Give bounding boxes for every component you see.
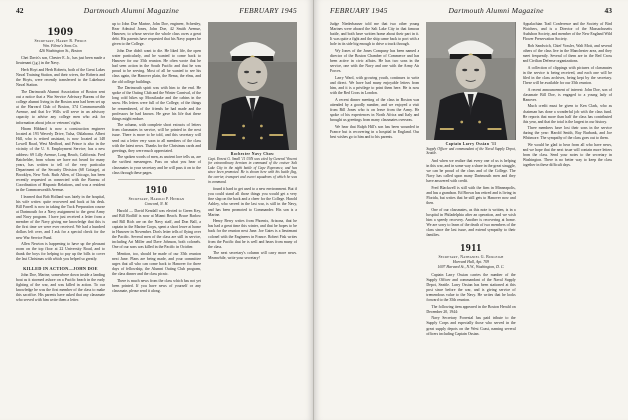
- right-column-3: [523, 22, 612, 412]
- right-column-2: [426, 22, 515, 412]
- left-column-3: [208, 22, 297, 412]
- secretary-name: Secretary, Nathaniel G. Burleigh: [438, 255, 504, 260]
- paragraph: Henry Berry writes from Phoenix, Arizona, that he has had a great time this winter, and that he hopes to be back for the reunion next June. Joe Gates is a lieutenant colonel with the Engineers in France. Robert Fisk writes from the Pacific that he is well and hears from many of the class.: [208, 219, 297, 249]
- right-page: [314, 0, 628, 420]
- paragraph: A recent announcement of interest: John Doe, son of classmate Bill Doe, is engaged to a young lady of Hanover.: [522, 87, 612, 102]
- secretary-info: [16, 39, 105, 53]
- paragraph: The spoken words of men, as ancient lore tells us, are the swiftest messengers. Pass on what you hear of classmates to your secretary and he will pass it on to the class through these pages.: [112, 155, 201, 175]
- right-column-1: [330, 22, 419, 412]
- paragraph: Larry Ward, with growing youth, continues to write and direct. We have had many enjoyable letters from him, and it is a privilege to print them here. He is now with the Red Cross in London.: [330, 75, 420, 96]
- paragraph: up to John Doe Marine, John Doe, engineer, Schenley, Rear Admiral Jones, John Doe, 42 Smith Avenue, Hanover, to whose service the whole class owes a great debt. His parents have requested that his Navy papers be given to the College.: [112, 22, 201, 47]
- paragraph: And when we realize that every one of us is helping in this war, and in some way a share in the great struggle, we can be proud of the class and of the College. The Navy has called upon many Dartmouth men and they have answered with credit.: [426, 158, 516, 184]
- paragraph: John Doe, Marine, somewhere down inside a landing boat as it stormed ashore on a Pacific beach in the early fighting of the war, and was killed in action. To our knowledge he was the first member of the class to make this sacrifice. His parents have asked that any classmate who served with him write them a letter.: [16, 272, 105, 303]
- left-column-1: [16, 22, 105, 412]
- paragraph: I learned that Bob Holland was lately in the hospital, his wife writes: quite recovered and back at his desk. Bill Farrell is now in taking the Tuck Preparation course at Dartmouth for a Navy assignment to the great Army and Navy program. I have just received a letter from a member of the Navy giving me knowledge that this is the first time we were ever received. We had a hundred dollars left over, and I ask for a special check for the new War Service Fund.: [16, 194, 105, 240]
- officer-portrait-photo: [426, 22, 515, 140]
- paragraph: Wy Jones of the Jones Company has been named a director of the Boston Chamber of Commerce and has been active in civic affairs. He has two sons in the service, one with the Navy and one with the Army Air Forces.: [330, 48, 420, 74]
- paragraph: One of our classmates, as this note is written, is in a hospital in Philadelphia after an operation, and we wish him a speedy recovery. Another is recovering at home. We are sorry to learn of the death of two members of the class since the last issue, and extend sympathy to their families.: [426, 207, 516, 238]
- secretary-info: [426, 255, 515, 269]
- paragraph: A collection of clippings with pictures of classmates in the service is being received, and each one will be filed in the class archives, being kept by the secretary. These will be available for our 35th reunion.: [522, 65, 612, 86]
- secretary-address: 426 Washington St., Boston: [39, 48, 82, 53]
- paragraph: Chet Davis's son, Chester E. Jr., has just been made a lieutenant (j.g.) in the Navy.: [16, 56, 105, 66]
- page-number: 43: [604, 6, 612, 15]
- paragraph: Fred Blackwell is still with the firm in Minneapolis, and has a grandson. Ed Brown has retired and is living in Florida, but writes that he still gets to Hanover now and then.: [426, 185, 516, 206]
- magazine-title: Dartmouth Alumni Magazine: [448, 6, 544, 15]
- secretary-address: Wm. Filene's Sons Co.: [42, 43, 79, 48]
- subhead: KILLED IN ACTION—JOHN DOE: [23, 265, 98, 271]
- secretary-address: Harvard Hall, Apt. 709: [452, 259, 490, 264]
- magazine-title: Dartmouth Alumni Magazine: [83, 6, 180, 15]
- left-running-head: [16, 6, 297, 18]
- paragraph: Herb Hoyt and Herb Roberts, both of the Great Lakes Naval Training Station, and their wives, the Roberts and the Hoyts, were recently transferred to the Lakehurst Naval Station.: [16, 68, 105, 88]
- paragraph: A recent dinner meeting of the class in Boston was attended by a goodly number, and we enjoyed a visit from Bill Jones who is on leave from the Army. He spoke of his experiences in North Africa and Italy and brought us greetings from many classmates overseas.: [330, 97, 420, 123]
- divider: [118, 179, 195, 180]
- secretary-address: 1697 Harvard St., N.W., Washington, D. C.: [437, 264, 505, 269]
- paragraph: Three members have lost their sons in the service during the year: Harold Smith, Ray Burbank, and Joe Whitmore. The sympathy of the class goes out to them.: [522, 126, 612, 141]
- left-column-2: [112, 22, 201, 412]
- page-number: 42: [16, 6, 24, 15]
- paragraph: Much credit must be given to Ken Clark, who as chairman has done a wonderful job with the class fund. He reports that more than half the class has contributed this year, and that the total is the largest in our history.: [522, 104, 612, 124]
- photo-caption: [208, 152, 297, 184]
- paragraph: Judge Niederhauser told me that two other young Marines were aboard the Salt Lake City in that famous battle, and both have written home about their part in it. It was quite a fight and the ship came back to port with a hole in its side big enough to drive a truck through.: [330, 22, 420, 47]
- left-columns: [16, 22, 297, 412]
- paragraph: There is much news from the class which has not yet been printed. If you have news of yourself or any classmate, please send it along.: [112, 278, 201, 293]
- caption-title: Captain Larry Ossian '11: [445, 142, 497, 146]
- secretary-name: Secretary, Harold P. Hinman: [128, 196, 185, 201]
- issue-date: FEBRUARY 1945: [239, 6, 297, 15]
- class-year-heading: 1909: [47, 24, 74, 38]
- paragraph: Harold — David Kendall was elected to Green Key, and Bill Rodliff is now at Miami Beach. Bruce Barlow and Bill Rich are on the Navy staff, and Don Ball, a captain in the Marine Corps, spent a short leave at home in Hanover in November. Don's letter tells of flying over the Pacific. Several men of the class are still in service, including Art Miller and Dave Johnson, both colonels. One of our sons was killed in the Pacific in October.: [112, 209, 201, 249]
- secretary-name: Secretary, Harry R. Pierce: [34, 39, 87, 43]
- secretary-info: [112, 197, 201, 207]
- secretary-address: Concord, N. H.: [144, 201, 169, 206]
- paragraph: Captain Larry Ossian carries the number of the Supply Officer and commandant of the Naval Supply Depot, Seattle. Larry Ossian has been stationed at this post since before the war, and is giving service of tremendous value to the Navy. He writes that he looks forward to the 35th reunion.: [426, 272, 516, 303]
- caption-title: Rochester Navy Chow: [230, 152, 275, 156]
- paragraph: The next secretary's column will carry more news. Meanwhile, write your secretary!: [208, 251, 297, 261]
- officer-portrait-image: [426, 22, 515, 140]
- paragraph: The Dartmouth Alumni Association of Boston sent out a notice that a War Service Advisory Bureau of the college alumni living in the Boston area had been set up at the Harvard Club of Boston, 374 Commonwealth Avenue, and that Irv Wills will serve in an advisory capacity to advise any college men who ask for information about jobs or veterans' rights.: [16, 89, 105, 125]
- officer-portrait-photo: [208, 22, 297, 150]
- paragraph: We would be glad to hear from all who have news, and we hope that the next issue will contain more letters from the class. Send your notes to the secretary in Washington. There is no better way to keep the class together in these difficult days.: [522, 143, 612, 168]
- right-columns: [330, 22, 612, 412]
- paragraph: John Doe didn't want to die. He liked life, the open water particularly, and he wanted to come back to Hanover for our 35th reunion. He often wrote that he had seen action in the South Pacific and that he was proud to be serving. Most of all he wanted to see his class again, the Hanover plain, the Bema, the elms, and the old college buildings.: [112, 48, 201, 84]
- paragraph: The following item appeared in the Boston Herald on December 20, 1944:: [426, 304, 516, 314]
- paragraph: Mention, too, should be made of our 35th reunion next June. Plans are being made, and your committee urges that all who can come back to Hanover for three days of fellowship, the Alumni Outing Club program, the class dinner and the class picnic.: [112, 251, 201, 276]
- paragraph: found it hard to get used to a new environment. But if you could stand all those things you would get a very fine slap on the back and a cheer for the College. Harold Ashley, who served in the last war, is still in the Navy, and has been promoted to Commander. His son is a Marine.: [208, 187, 297, 217]
- paragraph: Allen Newton is happening to have up the pleasant room on the top floor at 22 University Road, and to thank the boys for helping to pay up the bills to cover the last Christmas with which you helped so greatly.: [16, 242, 105, 262]
- issue-date: FEBRUARY 1945: [330, 6, 388, 15]
- paragraph: We hear that Ralph Hill's son has been wounded in France but is recovering in a hospital in England. Our best wishes go to him and to his parents.: [330, 124, 420, 139]
- paragraph: Navy Secretary Forrestal has paid tribute to the Supply Corps and especially those who served in the great supply depots on the West Coast, naming several officers including Captain Ossian.: [426, 316, 516, 336]
- class-year-heading: 1911: [460, 243, 482, 255]
- paragraph: Hiram Hibbard is now a construction engineer located at 193 Waverly Drive, Tulsa, Oklahoma. Albert Hill, who is retired assistant, is now located at 148 Lowell Road, West Medford, and Prince is also in the vicinity of the U. S. Employment Service; has a new address: 69 Lilly Avenue, Long Beach, California. Fred Batchelder, from whom we have not heard for many years, has written to tell of the very particular Department of the Security Division (68 Cottage), at Brooklyn, New York. Ruth Allen, of Chicago, has been recently requested as connected with the Bureau of Coordination of Hispanic Relations, and was a resident in the Commonwealth Avenue.: [16, 127, 105, 193]
- paragraph: The Dartmouth spirit was with him to the end. He spoke of the Outing Club and the Winter Carnival, of the long cold hikes up Moosilauke and the cabins in the snow. His letters were full of the College, of the things he remembered, of the friends he had made and the professors he had known. He gave his life that these things might endure.: [112, 86, 201, 121]
- class-year-heading: 1910: [145, 184, 168, 196]
- officer-portrait-image: [208, 22, 297, 150]
- caption-text: Capt. Ernest G. Small '11 USN was cited by General Vincent for extraordinary heroism in command of the cruiser Salt Lake City in the night battle of Cape Esperance, and has since been promoted. He is shown here with his battle flag, the carrier, transport and escort squadrons of which he was in command.: [208, 156, 297, 184]
- photo-caption: [426, 142, 515, 156]
- paragraph: Appalachian Trail Conference and the Society of Bird Watchers, and is a Director of the Massachusetts Audubon Society, and member of the New England Wild Flower Preservation Society.: [522, 22, 612, 42]
- right-running-head: [330, 6, 612, 18]
- paragraph: The column, with complete short extracts of letters from classmates in service, will be printed in the next issue. There is more to be told, and this secretary will send out a letter very soon to all members of the class with the latest news. Thanks for the Christmas cards and greetings, they were much appreciated.: [112, 123, 201, 153]
- paragraph: Bob Sandwich, Chief Vossler, Walt Mott, and several others of the class live in the Manchester area, and they meet frequently. Several of them are in the Red Cross and Civilian Defense organizations.: [522, 43, 612, 64]
- caption-text: Supply Officer and commandant of the Naval Supply Depot, Seattle.: [426, 146, 516, 156]
